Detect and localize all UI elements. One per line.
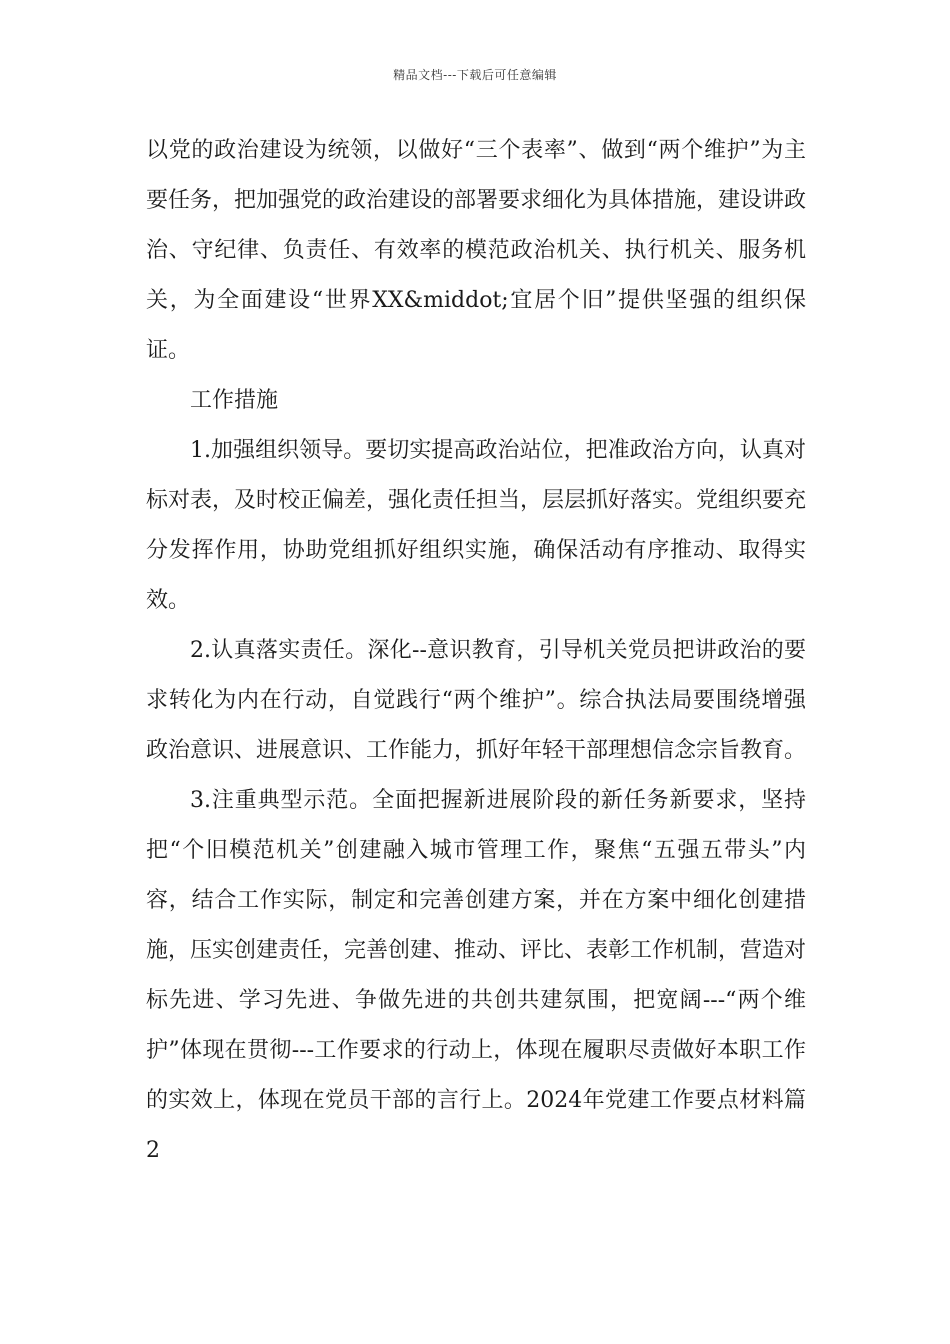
- paragraph-intro: 以党的政治建设为统领，以做好“三个表率”、做到“两个维护”为主要任务，把加强党的政治建设的部署要求细化为具体措施，建设讲政治、守纪律、负责任、有效率的模范政治机关、执行机关、服务机关，为全面建设“世界XX&middot;宜居个旧”提供坚强的组织保证。: [146, 138, 807, 363]
- section-heading-measures: 工作措施: [190, 388, 279, 413]
- paragraph-item-1: 1.加强组织领导。要切实提高政治站位，把准政治方向，认真对标对表，及时校正偏差，强化责任担当，层层抓好落实。党组织要充分发挥作用，协助党组抓好组织实施，确保活动有序推动、取得实效。: [146, 438, 807, 613]
- page-header: 精品文档---下载后可任意编辑: [393, 68, 557, 82]
- paragraph-item-3: 3.注重典型示范。全面把握新进展阶段的新任务新要求，坚持把“个旧模范机关”创建融入城市管理工作，聚焦“五强五带头”内容，结合工作实际，制定和完善创建方案，并在方案中细化创建措施，压实创建责任，完善创建、推动、评比、表彰工作机制，营造对标先进、学习先进、争做先进的共创共建氛围，把宽阔---“两个维护”体现在贯彻---工作要求的行动上，体现在履职尽责做好本职工作的实效上，体现在党员干部的言行上。2024年党建工作要点材料篇2: [146, 788, 807, 1163]
- document-body: [146, 126, 806, 1176]
- paragraph-item-2: 2.认真落实责任。深化--意识教育，引导机关党员把讲政治的要求转化为内在行动，自觉践行“两个维护”。综合执法局要围绕增强政治意识、进展意识、工作能力，抓好年轻干部理想信念宗旨教育。: [146, 638, 807, 763]
